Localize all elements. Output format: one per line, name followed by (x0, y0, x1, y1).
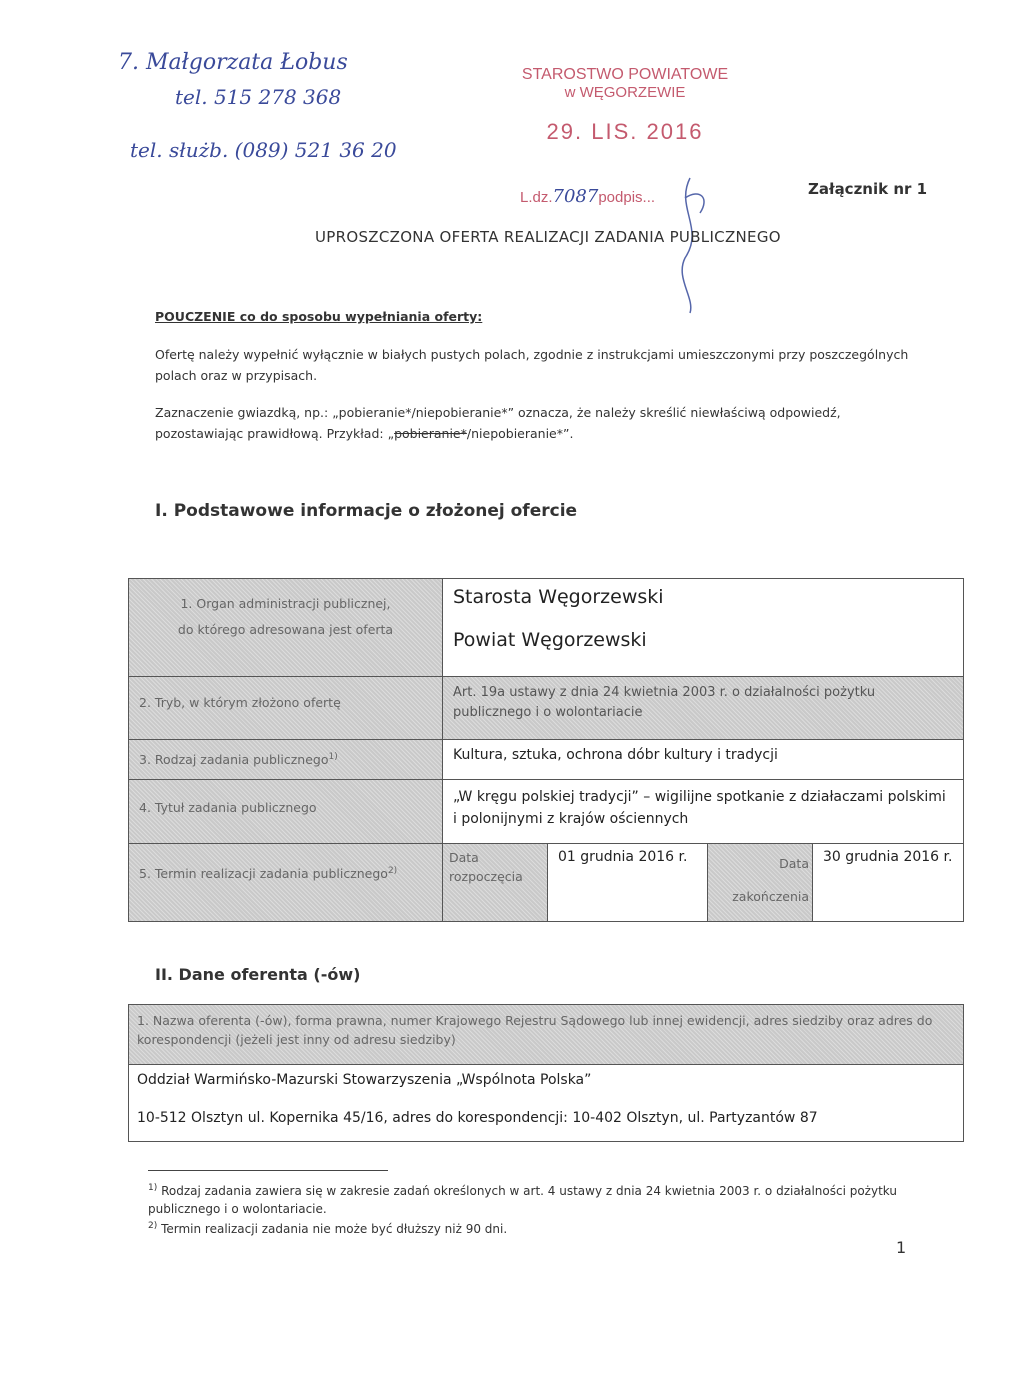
mode-label-cell (129, 677, 443, 740)
task-title-value: „W kręgu polskiej tradycji” – wigilijne spotkanie z działaczami polskimi i polonijnymi z krajów ościennych (453, 789, 946, 828)
start-date-value: 01 grudnia 2016 r. (558, 849, 688, 865)
mode-value-cell (443, 677, 963, 740)
mode-label: 2. Tryb, w którym złożono ofertę (139, 695, 341, 710)
task-title-label-cell (129, 780, 443, 844)
term-label: 5. Termin realizacji zadania publicznego (139, 866, 388, 881)
term-label-cell (129, 844, 443, 921)
end-date-value: 30 grudnia 2016 r. (823, 849, 953, 865)
organ-value-b: Powiat Węgorzewski (453, 629, 647, 652)
start-date-value-cell (548, 844, 708, 921)
start-date-label-cell (443, 844, 548, 921)
section2-heading: II. Dane oferenta (-ów) (155, 965, 361, 984)
stamp-date: 29. LIS. 2016 (546, 119, 704, 144)
offeror-address: 10-512 Olsztyn ul. Kopernika 45/16, adres do korespondencji: 10-402 Olsztyn, ul. Partyzantów 87 (137, 1110, 818, 1126)
organ-label-a: 1. Organ administracji publicznej, (180, 596, 391, 611)
task-type-label-cell (129, 740, 443, 780)
handwritten-name: 7. Małgorzata Łobus (118, 50, 348, 75)
para2-end: /niepobieranie*”. (466, 426, 574, 442)
end-date-label-cell (708, 844, 813, 921)
term-footnote-ref: 2) (387, 865, 398, 876)
start-date-label: Data rozpoczęcia (449, 850, 523, 885)
stamp-office-line1: STAROSTWO POWIATOWE (521, 66, 729, 83)
podpis-label: podpis... (598, 189, 656, 206)
offeror-label-cell (129, 1005, 963, 1065)
end-date-label: Data zakończenia (732, 856, 809, 904)
mode-value: Art. 19a ustawy z dnia 24 kwietnia 2003 r. o działalności pożytku publicznego i o wolontariacie (453, 685, 876, 720)
footnote-1-text: Rodzaj zadania zawiera się w zakresie zadań określonych w art. 4 ustawy z dnia 24 kwietnia 2003 r. o działalności pożytku publicznego i o wolontariacie. (148, 1184, 897, 1216)
section1-heading: I. Podstawowe informacje o złożonej ofercie (155, 501, 578, 521)
para2-text: Zaznaczenie gwiazdką, np.: „pobieranie*/niepobieranie*” oznacza, że należy skreślić niewłaściwą odpowiedź, pozostawiając prawidłową. Przykład: „ (155, 405, 841, 442)
offeror-name: Oddział Warmińsko-Mazurski Stowarzyszenia „Wspólnota Polska” (137, 1072, 592, 1088)
offeror-label: 1. Nazwa oferenta (-ów), forma prawna, numer Krajowego Rejestru Sądowego lub innej ewidencji, adres siedziby oraz adres do korespondencji (jeżeli jest inny od adresu siedziby) (137, 1013, 933, 1048)
instructions-para2 (155, 402, 915, 445)
task-type-footnote-ref: 1) (328, 751, 338, 762)
footnote-2-text: Termin realizacji zadania nie może być dłuższy niż 90 dni. (161, 1222, 508, 1236)
document-title: UPROSZCZONA OFERTA REALIZACJI ZADANIA PUBLICZNEGO (315, 228, 781, 246)
organ-value-cell (443, 579, 963, 677)
instructions-para1: Ofertę należy wypełnić wyłącznie w białych pustych polach, zgodnie z instrukcjami umieszczonymi przy poszczególnych polach oraz w przypisach. (155, 347, 909, 384)
footnote-2 (148, 1220, 908, 1238)
registry-stamp (500, 66, 750, 145)
task-type-value-cell (443, 740, 963, 780)
attachment-label: Załącznik nr 1 (808, 180, 928, 198)
task-type-label: 3. Rodzaj zadania publicznego (139, 752, 329, 767)
ldz-prefix: L.dz. (520, 189, 553, 206)
task-type-value: Kultura, sztuka, ochrona dóbr kultury i tradycji (453, 747, 778, 763)
instructions-heading: POUCZENIE co do sposobu wypełniania oferty: (155, 309, 483, 324)
organ-label-b: do którego adresowana jest oferta (177, 622, 394, 638)
task-title-label: 4. Tytuł zadania publicznego (139, 800, 317, 815)
stamp-office-line2: w WĘGORZEWIE (564, 84, 686, 101)
para2-struck-example: pobieranie* (394, 426, 467, 442)
footnote-separator (148, 1170, 388, 1171)
end-date-value-cell (813, 844, 963, 921)
ldz-number: 7087 (552, 186, 599, 207)
handwritten-office-phone: tel. służb. (089) 521 36 20 (130, 138, 397, 162)
basic-info-table (128, 578, 964, 922)
organ-value-a: Starosta Węgorzewski (453, 586, 664, 608)
offeror-table (128, 1004, 964, 1142)
handwritten-phone: tel. 515 278 368 (175, 85, 342, 109)
footnote-2-mark: 2) (148, 1221, 158, 1231)
footnote-1-mark: 1) (148, 1183, 158, 1193)
task-title-value-cell (443, 780, 963, 844)
footnote-1 (148, 1182, 908, 1218)
registry-number-line (520, 186, 655, 207)
page-number: 1 (896, 1238, 907, 1257)
organ-label-cell (129, 579, 443, 677)
